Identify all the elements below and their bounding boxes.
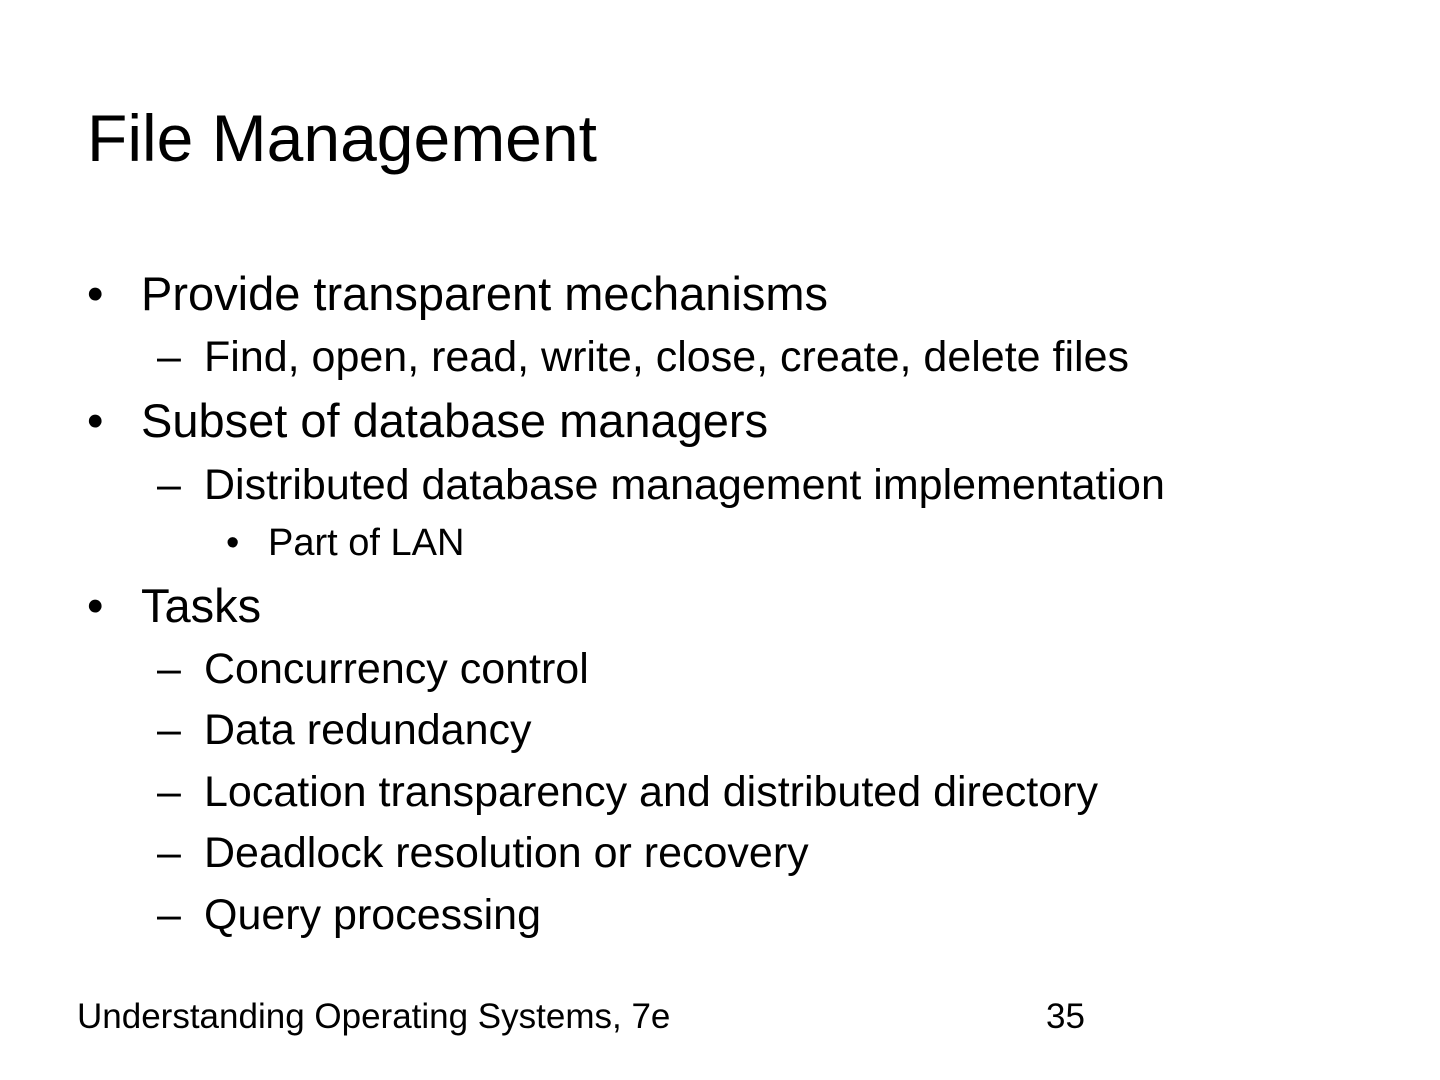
dash-icon: – [157, 706, 181, 754]
bullet-icon: • [87, 579, 104, 632]
sub-bullet-text: Deadlock resolution or recovery [204, 829, 809, 877]
sub-bullet-text: Data redundancy [204, 706, 532, 754]
bullet-icon: • [226, 522, 240, 564]
sub-bullet-text: Find, open, read, write, close, create, delete files [204, 333, 1129, 381]
dash-icon: – [157, 645, 181, 693]
bullet-icon: • [87, 394, 104, 447]
footer-book-title: Understanding Operating Systems, 7e [77, 997, 671, 1036]
sub-sub-bullet-text: Part of LAN [268, 522, 465, 564]
dash-icon: – [157, 333, 181, 381]
bullet-icon: • [87, 267, 104, 320]
sub-bullet-text: Distributed database management implementation [204, 461, 1165, 509]
dash-icon: – [157, 891, 181, 939]
footer-page-number: 35 [1046, 997, 1085, 1036]
bullet-text: Provide transparent mechanisms [141, 267, 829, 320]
slide-title: File Management [87, 101, 597, 175]
bullet-text: Tasks [141, 579, 262, 632]
sub-bullet-text: Concurrency control [204, 645, 589, 693]
dash-icon: – [157, 768, 181, 816]
dash-icon: – [157, 829, 181, 877]
sub-bullet-text: Query processing [204, 891, 541, 939]
bullet-text: Subset of database managers [141, 394, 769, 447]
sub-bullet-text: Location transparency and distributed directory [204, 768, 1098, 816]
dash-icon: – [157, 461, 181, 509]
